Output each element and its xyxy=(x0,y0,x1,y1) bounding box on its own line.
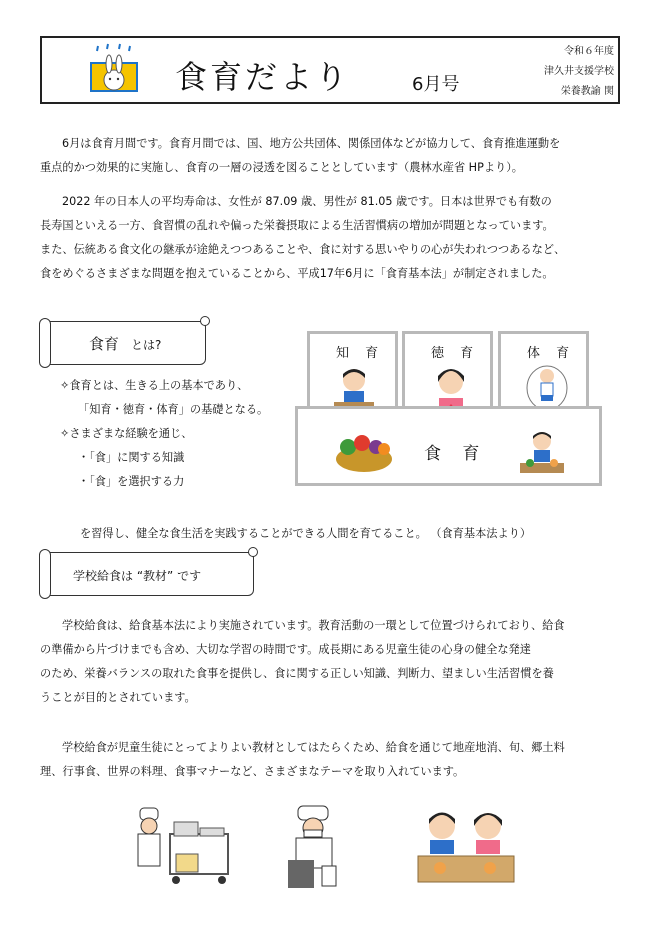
list-item: ✧食育とは、生きる上の基本であり、 xyxy=(60,379,249,392)
list-item: ・「食」に関する知識 xyxy=(78,451,185,464)
school-lunch-paragraph-2: 学校給食が児童生徒にとってよりよい教材としてはたらくため、給食を通じて地産地消、旬、郷土料 理、行事食、世界の料理、食事マナーなど、さまざまなテーマを取り入れています。 xyxy=(40,741,565,778)
school-lunch-paragraph-1: 学校給食は、給食基本法により実施されています。教育活動の一環として位置づけられており、給食 の準備から片づけまでも含め、大切な学習の時間です。成長期にある児童生徒の心身の健全な発達 のため、栄養バランスの取れた食事を提供し、食に関する正しい知識、判断力、望ましい生活習慣を養 うことが目的とされています。 xyxy=(40,619,565,704)
section-heading-main: 食育 xyxy=(89,335,120,353)
section-heading-sub: とは? xyxy=(131,338,162,352)
child-eating-icon xyxy=(516,427,568,479)
author: 栄養教諭 関 xyxy=(560,86,614,97)
list-item: ✧さまざまな経験を通じ、 xyxy=(60,427,193,440)
section-heading-banner xyxy=(44,321,206,365)
kitchen-staff-icon xyxy=(284,804,344,890)
diagram-box-chiiku: 知 育 xyxy=(307,331,398,418)
list-item: 「知育・徳育・体育」の基礎となる。 xyxy=(78,403,269,416)
section-heading-banner-2 xyxy=(44,552,254,596)
issue-number: 6月号 xyxy=(412,74,460,95)
school-name: 津久井支援学校 xyxy=(544,66,614,77)
shokuiku-definition-list xyxy=(60,374,268,494)
vegetable-basket-icon xyxy=(332,429,396,475)
section2-heading: 学校給食は “教材” です xyxy=(73,569,202,583)
intro-paragraph-1: 6月は食育月間です。食育月間では、国、地方公共団体、関係団体などが協力して、食育推進運動を 重点的かつ効果的に実施し、食育の一層の浸透を図ることとしています（農林水産省 HPより）。 xyxy=(40,137,561,174)
list-item: ・「食」を選択する力 xyxy=(78,475,185,488)
newsletter-title: 食育だより xyxy=(175,58,351,96)
lunch-cart-staff-icon xyxy=(130,804,234,886)
diagram-box-tokuiku: 徳 育 xyxy=(402,331,493,418)
section1-conclusion: を習得し、健全な食生活を実践することができる人間を育てること。 （食育基本法より） xyxy=(80,527,532,540)
children-eating-lunch-icon xyxy=(414,806,518,886)
rabbit-umbrella-icon xyxy=(88,42,140,98)
diagram-box-taiiku: 体 育 xyxy=(498,331,589,418)
diagram-base-box xyxy=(295,406,602,486)
intro-paragraph-2: 2022 年の日本人の平均寿命は、女性が 87.09 歳、男性が 81.05 歳です。日本は世界でも有数の 長寿国といえる一方、食習慣の乱れや偏った栄養摂取による生活習慣病の増加が問題となっています。 また、伝統ある食文化の継承が途絶えつつあることや、食に対する思いやりの心が失われつつあるなど、 食をめぐるさまざまな問題を抱えていることから、平成17年6月に「食育基本法」が制定されました。 xyxy=(40,195,566,280)
school-year: 令和６年度 xyxy=(564,46,614,57)
diagram-base-label: 食 育 xyxy=(424,444,488,464)
